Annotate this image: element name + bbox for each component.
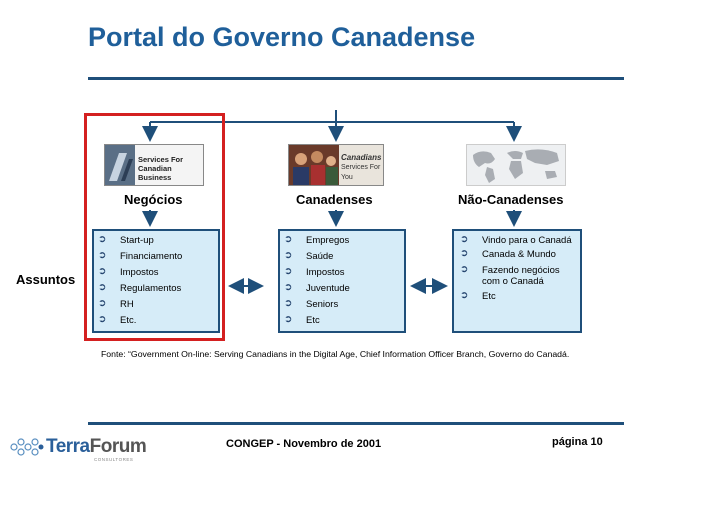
world-map-icon [467,145,565,185]
list-item: ➲ Start-up [98,234,154,246]
dots-logo-icon [10,436,44,458]
banner-line-1: Canadians [341,153,382,162]
banner-line-2: Services For You [341,164,381,181]
panel-canadenses [278,229,406,333]
heading-canadenses: Canadenses [296,192,373,207]
list-item: ➲ Etc. [98,314,137,326]
arrow-bullet-icon: ➲ [284,298,293,309]
list-item: ➲ Fazendo negócios com o Canadá [460,264,560,287]
footer-rule [88,422,624,425]
brand-name-part1: Terra [46,436,90,457]
canadians-banner [288,144,384,186]
arrow-bullet-icon: ➲ [284,250,293,261]
side-label-assuntos: Assuntos [16,272,76,287]
list-item: ➲ Saúde [284,250,334,262]
panel-nao-canadenses [452,229,582,333]
panel-negocios [92,229,220,333]
terraforum-logo [10,432,150,462]
list-item: ➲ Canada & Mundo [460,248,556,260]
list-canadenses [284,235,350,331]
list-nao-canadenses [460,235,578,302]
arrow-bullet-icon: ➲ [460,290,469,301]
arrow-bullet-icon: ➲ [460,248,469,259]
arrow-bullet-icon: ➲ [284,282,293,293]
list-item: ➲ Impostos [98,266,159,278]
arrow-bullet-icon: ➲ [284,314,293,325]
list-item: ➲ Impostos [284,266,345,278]
footer-page-number: página 10 [552,436,603,448]
list-item: ➲ RH [98,298,134,310]
list-item: ➲ Empregos [284,234,350,246]
arrow-bullet-icon: ➲ [98,234,107,245]
brand-tagline: CONSULTORES [94,457,134,462]
footer-event: CONGEP - Novembro de 2001 [226,438,382,450]
source-note: Fonte: “Government On-line: Serving Canadians in the Digital Age, Chief Information Officer Branch, Governo do Canadá. [101,349,570,359]
arrow-bullet-icon: ➲ [98,314,107,325]
brand-name-part2: Forum [89,436,147,457]
business-banner [104,144,204,186]
arrow-bullet-icon: ➲ [98,298,107,309]
arrow-bullet-icon: ➲ [460,264,469,275]
list-item: ➲ Etc [284,314,320,326]
arrow-bullet-icon: ➲ [284,266,293,277]
arrow-bullet-icon: ➲ [98,266,107,277]
slide-title: Portal do Governo Canadense [88,22,476,52]
arrow-bullet-icon: ➲ [98,250,107,261]
list-item: ➲ Vindo para o Canadá [460,234,572,246]
heading-negocios: Negócios [124,192,183,207]
list-item: ➲ Seniors [284,298,339,310]
banner-line-2: Canadian Business [138,164,172,182]
heading-nao-canadenses: Não-Canadenses [458,192,564,207]
banner-line-1: Services For [138,155,184,164]
arrow-bullet-icon: ➲ [98,282,107,293]
arrow-bullet-icon: ➲ [284,234,293,245]
list-item: ➲ Regulamentos [98,282,182,294]
arrow-bullet-icon: ➲ [460,234,469,245]
list-item: ➲ Financiamento [98,250,183,262]
list-item: ➲ Etc [460,290,496,302]
list-negocios [98,235,182,331]
world-map-banner [466,144,566,186]
list-item: ➲ Juventude [284,282,350,294]
